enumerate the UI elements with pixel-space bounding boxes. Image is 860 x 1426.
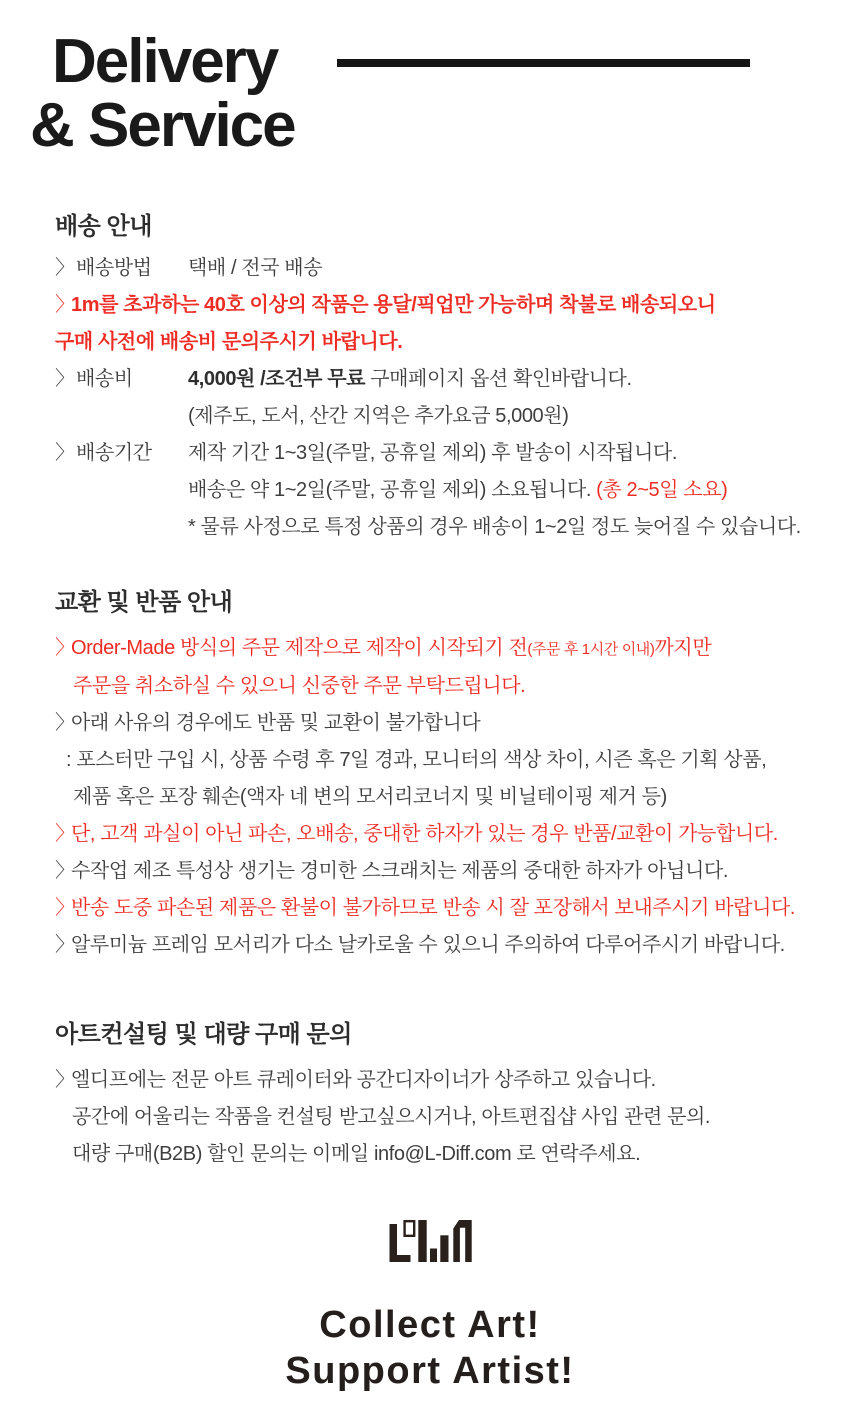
chevron-right-icon: 〉 bbox=[55, 442, 75, 464]
no-return-intro bbox=[55, 705, 830, 742]
chevron-right-icon: 〉 bbox=[55, 897, 75, 919]
no-return-detail-line2: 제품 혹은 포장 훼손(액자 네 변의 모서리코너지 및 비닐테이핑 제거 등) bbox=[73, 786, 667, 808]
shipping-surcharge-note: (제주도, 도서, 산간 지역은 추가요금 5,000원) bbox=[188, 405, 569, 427]
order-made-cancel-line1 bbox=[55, 630, 830, 668]
consulting-line1-text: 엘디프에는 전문 아트 큐레이터와 공간디자이너가 상주하고 있습니다. bbox=[71, 1069, 656, 1091]
no-return-detail-line1: : 포스터만 구입 시, 상품 수령 후 7일 경과, 모니터의 색상 차이, 시즌 혹은 기획 상품, bbox=[66, 749, 767, 771]
section-art-consulting bbox=[55, 1020, 830, 1173]
page-title-line2: & Service bbox=[30, 91, 295, 160]
shipping-fee-label: 배송비 bbox=[76, 368, 133, 390]
consulting-heading: 아트컨설팅 및 대량 구매 문의 bbox=[55, 1021, 352, 1048]
shipping-period-label: 배송기간 bbox=[76, 442, 152, 464]
chevron-right-icon: 〉 bbox=[55, 637, 75, 659]
ldiff-logo-icon bbox=[385, 1217, 475, 1263]
page-title bbox=[0, 0, 860, 158]
returns-heading: 교환 및 반품 안내 bbox=[55, 589, 233, 616]
slogan-line2: Support Artist! bbox=[285, 1350, 575, 1392]
return-exception-text: 단, 고객 과실이 아닌 파손, 오배송, 중대한 하자가 있는 경우 반품/교환이 가능합니다. bbox=[71, 823, 778, 845]
title-divider-line bbox=[337, 59, 750, 67]
frame-warning-text: 알루미늄 프레임 모서리가 다소 날카로울 수 있으니 주의하여 다루어주시기 바랍니다. bbox=[71, 934, 785, 956]
shipping-fee-row bbox=[55, 361, 830, 398]
chevron-right-icon: 〉 bbox=[55, 934, 75, 956]
return-shipping-warning-item bbox=[55, 890, 830, 927]
order-made-cancel-line2: 주문을 취소하실 수 있으니 신중한 주문 부탁드립니다. bbox=[73, 675, 526, 697]
order-made-time-limit: (주문 후 1시간 이내) bbox=[527, 641, 655, 658]
shipping-fee-note: 구매페이지 옵션 확인바랍니다. bbox=[365, 368, 632, 390]
section-exchange-returns bbox=[55, 588, 830, 964]
slogan-line1: Collect Art! bbox=[319, 1304, 541, 1346]
shipping-period-row bbox=[55, 435, 830, 472]
shipping-period-line1: 제작 기간 1~3일(주말, 공휴일 제외) 후 발송이 시작됩니다. bbox=[188, 442, 677, 464]
brand-logo bbox=[0, 1217, 860, 1268]
consulting-line1 bbox=[55, 1062, 830, 1099]
scratch-note-text: 수작업 제조 특성상 생기는 경미한 스크래치는 제품의 중대한 하자가 아닙니다. bbox=[71, 860, 729, 882]
section-shipping-info bbox=[55, 212, 830, 546]
shipping-method-value: 택배 / 전국 배송 bbox=[188, 257, 323, 279]
shipping-period-total-days: (총 2~5일 소요) bbox=[590, 479, 728, 501]
chevron-right-icon: 〉 bbox=[55, 368, 75, 390]
order-made-text bbox=[71, 630, 711, 668]
chevron-right-icon: 〉 bbox=[55, 712, 75, 734]
order-made-pre: Order-Made 방식의 주문 제작으로 제작이 시작되기 전 bbox=[71, 637, 528, 659]
page-title-line1: Delivery bbox=[52, 27, 278, 96]
contact-email: info@L-Diff.com bbox=[373, 1143, 512, 1165]
chevron-right-icon: 〉 bbox=[55, 294, 75, 316]
chevron-right-icon: 〉 bbox=[55, 1069, 75, 1091]
shipping-period-line2-text: 배송은 약 1~2일(주말, 공휴일 제외) 소요됩니다. bbox=[188, 479, 591, 501]
return-exception-item bbox=[55, 816, 830, 853]
shipping-fee-amount: 4,000원 /조건부 무료 bbox=[188, 368, 366, 390]
oversize-shipping-notice-line1 bbox=[55, 287, 830, 324]
shipping-fee-value bbox=[188, 361, 632, 398]
shipping-delay-note: * 물류 사정으로 특정 상품의 경우 배송이 1~2일 정도 늦어질 수 있습니다. bbox=[188, 516, 801, 538]
brand-slogan bbox=[0, 1302, 860, 1394]
consulting-line3 bbox=[55, 1136, 830, 1173]
oversize-notice-text: 1m를 초과하는 40호 이상의 작품은 용달/픽업만 가능하며 착불로 배송되오니 bbox=[71, 294, 716, 316]
consulting-line2: 공간에 어울리는 작품을 컨설팅 받고싶으시거나, 아트편집샵 사입 관련 문의. bbox=[72, 1106, 711, 1128]
shipping-heading: 배송 안내 bbox=[55, 213, 152, 240]
scratch-note-item bbox=[55, 853, 830, 890]
frame-warning-item bbox=[55, 927, 830, 964]
shipping-method-label: 배송방법 bbox=[76, 257, 152, 279]
no-return-intro-text: 아래 사유의 경우에도 반품 및 교환이 불가합니다 bbox=[71, 712, 481, 734]
shipping-method-row bbox=[55, 250, 830, 287]
shipping-period-line2 bbox=[55, 472, 830, 509]
order-made-post: 까지만 bbox=[654, 637, 712, 659]
chevron-right-icon: 〉 bbox=[55, 823, 75, 845]
return-shipping-warning-text: 반송 도중 파손된 제품은 환불이 불가하므로 반송 시 잘 포장해서 보내주시기 바랍니다. bbox=[71, 897, 796, 919]
b2b-inquiry-post: 로 연락주세요. bbox=[511, 1143, 641, 1165]
chevron-right-icon: 〉 bbox=[55, 860, 75, 882]
chevron-right-icon: 〉 bbox=[55, 257, 75, 279]
oversize-shipping-notice-line2: 구매 사전에 배송비 문의주시기 바랍니다. bbox=[55, 331, 403, 353]
b2b-inquiry-pre: 대량 구매(B2B) 할인 문의는 이메일 bbox=[72, 1143, 374, 1165]
